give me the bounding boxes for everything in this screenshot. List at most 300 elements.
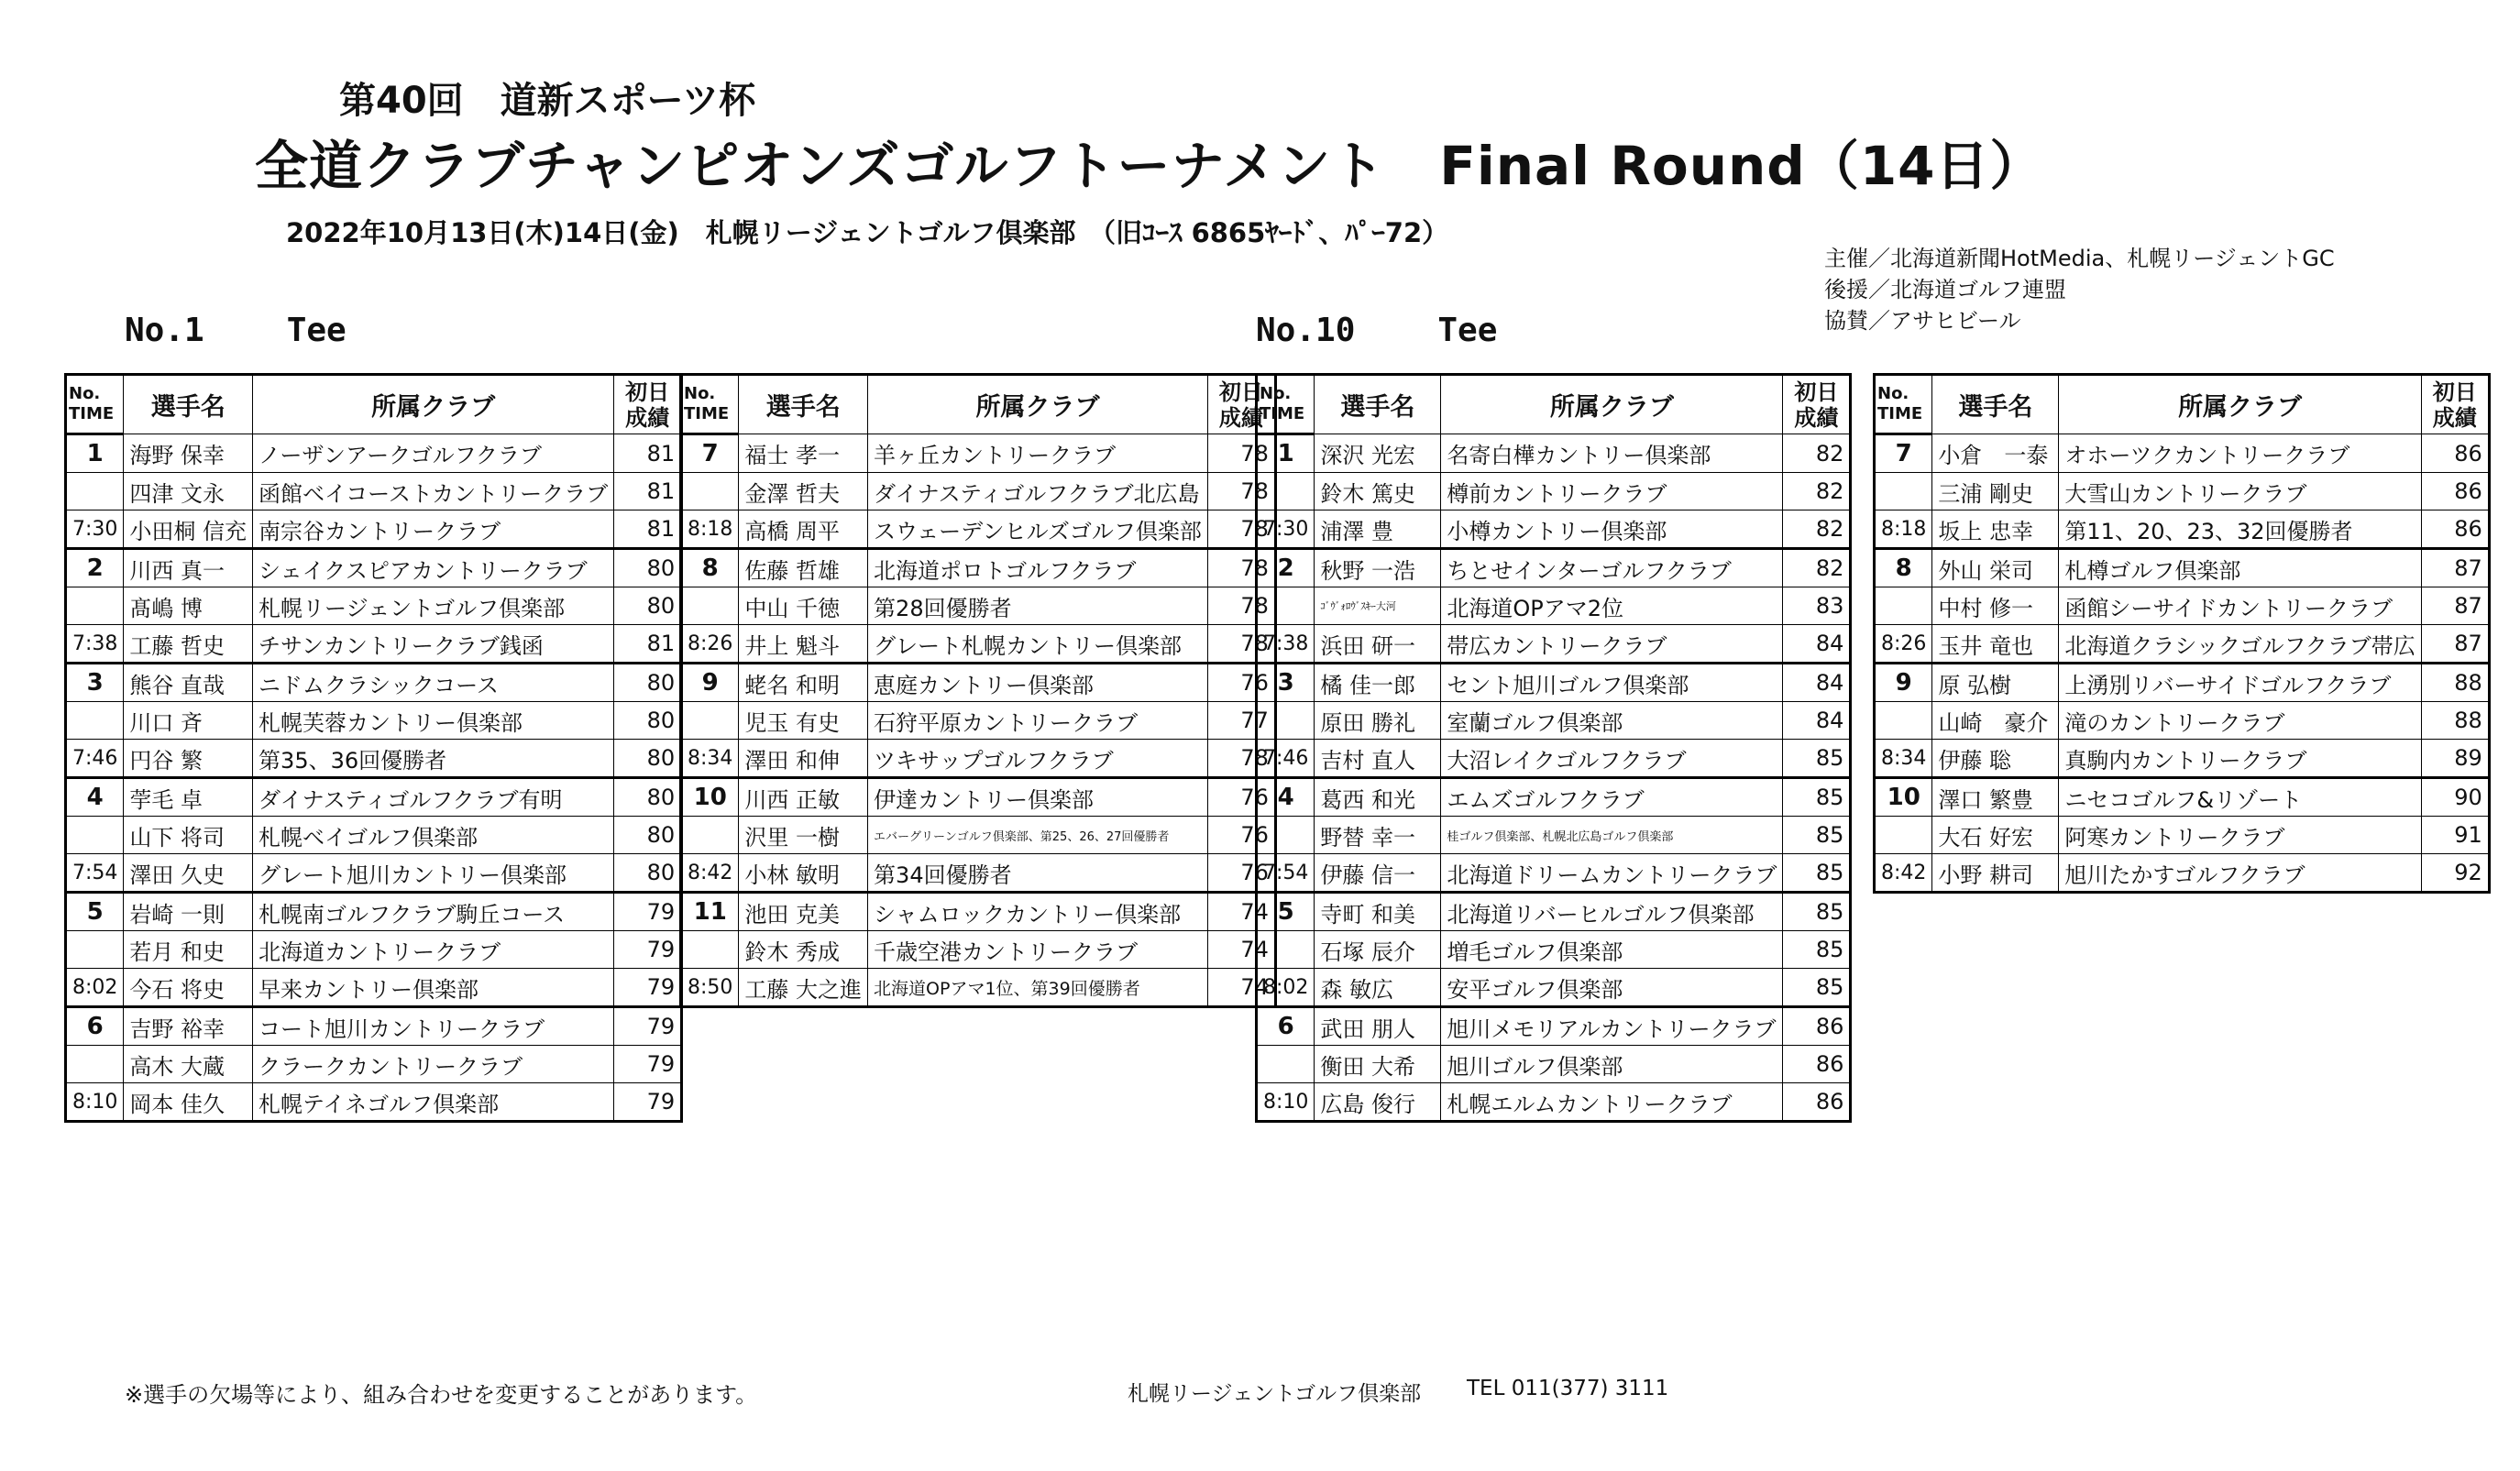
tee-label: Tee (1437, 312, 1498, 349)
group-cell (1257, 1046, 1315, 1083)
player-row (66, 740, 682, 778)
player-club: 旭川メモリアルカントリークラブ (1441, 1007, 1783, 1046)
tee-time: 7:38 (1257, 625, 1315, 664)
player-club: 北海道OPアマ2位 (1441, 587, 1783, 625)
first-day-score: 85 (1783, 854, 1851, 893)
group-cell (1257, 587, 1315, 625)
first-day-score: 74 (1207, 931, 1275, 969)
player-club: 第28回優勝者 (868, 587, 1208, 625)
player-row (66, 587, 682, 625)
col-club: 所属クラブ (1441, 375, 1783, 434)
col-first-day-score: 初日 成績 (1207, 375, 1275, 434)
first-day-score: 78 (1207, 434, 1275, 473)
group-cell (1257, 473, 1315, 510)
player-row (681, 510, 1276, 549)
first-day-score: 84 (1783, 625, 1851, 664)
first-day-score: 78 (1207, 587, 1275, 625)
group-number: 10 (1875, 778, 1932, 817)
player-name: 熊谷 直哉 (124, 664, 253, 702)
player-row (1875, 664, 2490, 702)
player-club: ちとせインターゴルフクラブ (1441, 549, 1783, 587)
player-club: 札幌芙蓉カントリー倶楽部 (253, 702, 614, 740)
player-club: 恵庭カントリー倶楽部 (868, 664, 1208, 702)
player-name: 山下 将司 (124, 817, 253, 854)
group-cell (1875, 702, 1932, 740)
player-row (681, 664, 1276, 702)
player-name: 鈴木 篤史 (1315, 473, 1441, 510)
player-club: 安平ゴルフ倶楽部 (1441, 969, 1783, 1007)
player-row (66, 434, 682, 473)
player-club: 南宗谷カントリークラブ (253, 510, 614, 549)
group-cell (681, 473, 739, 510)
player-name: 森 敏広 (1315, 969, 1441, 1007)
player-club: 小樽カントリー倶楽部 (1441, 510, 1783, 549)
first-day-score: 90 (2421, 778, 2489, 817)
player-name: 工藤 大之進 (739, 969, 868, 1007)
group-cell (66, 817, 124, 854)
group-number: 10 (681, 778, 739, 817)
first-day-score: 91 (2421, 817, 2489, 854)
group-number: 6 (66, 1007, 124, 1046)
player-name: 坂上 忠幸 (1932, 510, 2059, 549)
player-club: 札幌テイネゴルフ倶楽部 (253, 1083, 614, 1122)
first-day-score: 76 (1207, 854, 1275, 893)
first-day-score: 81 (614, 473, 682, 510)
player-name: 井上 魁斗 (739, 625, 868, 664)
group-cell (1875, 587, 1932, 625)
first-day-score: 85 (1783, 893, 1851, 931)
first-day-score: 92 (2421, 854, 2489, 893)
player-club: 阿寒カントリークラブ (2059, 817, 2421, 854)
player-row (1875, 434, 2490, 473)
player-club: エバーグリーンゴルフ倶楽部、第25、26、27回優勝者 (868, 817, 1208, 854)
player-name: 小倉 一泰 (1932, 434, 2059, 473)
player-row (1257, 434, 1851, 473)
player-row (1875, 625, 2490, 664)
player-row (66, 702, 682, 740)
player-row (681, 625, 1276, 664)
first-day-score: 76 (1207, 778, 1275, 817)
group-cell (1257, 702, 1315, 740)
group-cell (681, 587, 739, 625)
player-club: グレート旭川カントリー倶楽部 (253, 854, 614, 893)
player-row (1257, 854, 1851, 893)
player-club: 北海道ドリームカントリークラブ (1441, 854, 1783, 893)
player-name: 金澤 哲夫 (739, 473, 868, 510)
player-row (66, 817, 682, 854)
player-club: 大沼レイクゴルフクラブ (1441, 740, 1783, 778)
player-club: 札幌ベイゴルフ倶楽部 (253, 817, 614, 854)
first-day-score: 86 (1783, 1046, 1851, 1083)
player-name: 広島 俊行 (1315, 1083, 1441, 1122)
player-name: 原 弘樹 (1932, 664, 2059, 702)
player-row (681, 549, 1276, 587)
tee-label: Tee (286, 312, 347, 349)
group-number: 7 (681, 434, 739, 473)
first-day-score: 78 (1207, 510, 1275, 549)
tee-time: 8:02 (66, 969, 124, 1007)
player-row (1257, 587, 1851, 625)
player-name: 伊藤 信一 (1315, 854, 1441, 893)
pairings-table (1255, 373, 1852, 1123)
player-name: 澤田 和伸 (739, 740, 868, 778)
first-day-score: 80 (614, 854, 682, 893)
player-name: 伊藤 聡 (1932, 740, 2059, 778)
event-subtitle: 第40回 道新スポーツ杯 (339, 80, 756, 122)
player-club: ノーザンアークゴルフクラブ (253, 434, 614, 473)
player-name: 中山 千徳 (739, 587, 868, 625)
player-name: 秋野 一浩 (1315, 549, 1441, 587)
player-name: 葛西 和光 (1315, 778, 1441, 817)
player-club: ニセコゴルフ&リゾート (2059, 778, 2421, 817)
footer-tel: TEL 011(377) 3111 (1467, 1377, 1669, 1400)
player-name: 玉井 竜也 (1932, 625, 2059, 664)
first-day-score: 78 (1207, 473, 1275, 510)
first-day-score: 74 (1207, 969, 1275, 1007)
player-name: 寺町 和美 (1315, 893, 1441, 931)
first-day-score: 78 (1207, 549, 1275, 587)
tee-time: 8:18 (681, 510, 739, 549)
first-day-score: 88 (2421, 702, 2489, 740)
first-day-score: 86 (2421, 434, 2489, 473)
group-number: 11 (681, 893, 739, 931)
tee-time: 8:10 (66, 1083, 124, 1122)
player-row (681, 969, 1276, 1007)
first-day-score: 84 (1783, 664, 1851, 702)
col-first-day-score: 初日 成績 (2421, 375, 2489, 434)
player-row (1257, 1007, 1851, 1046)
player-club: セント旭川ゴルフ倶楽部 (1441, 664, 1783, 702)
tee-time: 8:42 (681, 854, 739, 893)
player-club: エムズゴルフクラブ (1441, 778, 1783, 817)
event-date-venue: 2022年10月13日(木)14日(金) 札幌リージェントゴルフ倶楽部 （旧ｺｰｽ 6865ﾔｰﾄﾞ、ﾊﾟｰ72） (286, 217, 1449, 248)
player-club: スウェーデンヒルズゴルフ倶楽部 (868, 510, 1208, 549)
tee-time: 8:18 (1875, 510, 1932, 549)
player-row (1257, 893, 1851, 931)
tee-time: 8:34 (1875, 740, 1932, 778)
group-number: 2 (1257, 549, 1315, 587)
player-row (1257, 510, 1851, 549)
player-club: シャムロックカントリー倶楽部 (868, 893, 1208, 931)
player-club: グレート札幌カントリー倶楽部 (868, 625, 1208, 664)
player-club: 北海道クラシックゴルフクラブ帯広 (2059, 625, 2421, 664)
player-name: 髙嶋 博 (124, 587, 253, 625)
first-day-score: 74 (1207, 893, 1275, 931)
player-row (1875, 854, 2490, 893)
col-player: 選手名 (124, 375, 253, 434)
pairings-table (1873, 373, 2491, 894)
player-club: 札幌リージェントゴルフ倶楽部 (253, 587, 614, 625)
first-day-score: 85 (1783, 931, 1851, 969)
player-club: 増毛ゴルフ倶楽部 (1441, 931, 1783, 969)
player-name: 石塚 辰介 (1315, 931, 1441, 969)
player-name: 円谷 繁 (124, 740, 253, 778)
player-club: 第11、20、23、32回優勝者 (2059, 510, 2421, 549)
player-name: 沢里 一樹 (739, 817, 868, 854)
player-club: コート旭川カントリークラブ (253, 1007, 614, 1046)
first-day-score: 85 (1783, 740, 1851, 778)
first-day-score: 79 (614, 931, 682, 969)
col-club: 所属クラブ (253, 375, 614, 434)
player-name: 小林 敏明 (739, 854, 868, 893)
first-day-score: 87 (2421, 587, 2489, 625)
player-row (1875, 473, 2490, 510)
player-name: 海野 保幸 (124, 434, 253, 473)
tee-time: 7:46 (66, 740, 124, 778)
col-no-time: No. TIME (681, 375, 739, 434)
sponsor-cosponsor: 協賛／アサヒビール (1824, 308, 2021, 334)
first-day-score: 87 (2421, 549, 2489, 587)
player-club: ツキサップゴルフクラブ (868, 740, 1208, 778)
event-title: 全道クラブチャンピオンズゴルフトーナメント Final Round（14日） (255, 135, 2044, 197)
player-row (1875, 510, 2490, 549)
player-name: 川西 真一 (124, 549, 253, 587)
col-no-time: No. TIME (66, 375, 124, 434)
player-row (681, 473, 1276, 510)
group-number: 8 (1875, 549, 1932, 587)
first-day-score: 88 (2421, 664, 2489, 702)
player-club: 北海道リバーヒルゴルフ倶楽部 (1441, 893, 1783, 931)
player-row (681, 854, 1276, 893)
player-club: 第34回優勝者 (868, 854, 1208, 893)
group-number: 4 (1257, 778, 1315, 817)
player-row (1257, 702, 1851, 740)
tee-time: 8:02 (1257, 969, 1315, 1007)
tee-time: 7:38 (66, 625, 124, 664)
player-row (66, 969, 682, 1007)
player-club: 北海道OPアマ1位、第39回優勝者 (868, 969, 1208, 1007)
col-club: 所属クラブ (868, 375, 1208, 434)
group-cell (66, 702, 124, 740)
first-day-score: 80 (614, 549, 682, 587)
sponsor-support: 後援／北海道ゴルフ連盟 (1824, 277, 2066, 302)
first-day-score: 79 (614, 893, 682, 931)
first-day-score: 78 (1207, 740, 1275, 778)
player-club: 旭川たかすゴルフクラブ (2059, 854, 2421, 893)
pairings-table (679, 373, 1277, 1008)
player-row (1875, 702, 2490, 740)
player-row (66, 1046, 682, 1083)
player-name: 工藤 哲史 (124, 625, 253, 664)
player-row (66, 1083, 682, 1122)
group-cell (681, 931, 739, 969)
player-row (66, 473, 682, 510)
player-name: 川西 正敏 (739, 778, 868, 817)
player-name: 岡本 佳久 (124, 1083, 253, 1122)
group-cell (66, 473, 124, 510)
player-row (1875, 587, 2490, 625)
first-day-score: 79 (614, 1007, 682, 1046)
tee-number: No.10 (1256, 312, 1356, 349)
player-club: オホーツクカントリークラブ (2059, 434, 2421, 473)
player-name: 浦澤 豊 (1315, 510, 1441, 549)
player-club: 羊ヶ丘カントリークラブ (868, 434, 1208, 473)
player-row (66, 854, 682, 893)
player-club: 函館ベイコーストカントリークラブ (253, 473, 614, 510)
group-number: 8 (681, 549, 739, 587)
player-name: 池田 克美 (739, 893, 868, 931)
player-club: 桂ゴルフ倶楽部、札幌北広島ゴルフ倶楽部 (1441, 817, 1783, 854)
col-first-day-score: 初日 成績 (1783, 375, 1851, 434)
player-row (66, 510, 682, 549)
col-player: 選手名 (1932, 375, 2059, 434)
first-day-score: 82 (1783, 510, 1851, 549)
player-name: 高木 大蔵 (124, 1046, 253, 1083)
col-player: 選手名 (739, 375, 868, 434)
player-club: 北海道カントリークラブ (253, 931, 614, 969)
first-day-score: 85 (1783, 817, 1851, 854)
player-name: 若月 和史 (124, 931, 253, 969)
player-name: 川口 斉 (124, 702, 253, 740)
group-number: 3 (66, 664, 124, 702)
tee-time: 7:54 (66, 854, 124, 893)
player-name: 岩崎 一則 (124, 893, 253, 931)
tee-time: 7:30 (66, 510, 124, 549)
first-day-score: 80 (614, 817, 682, 854)
group-number: 9 (681, 664, 739, 702)
group-number: 3 (1257, 664, 1315, 702)
tee-time: 8:34 (681, 740, 739, 778)
player-name: 児玉 有史 (739, 702, 868, 740)
player-name: 今石 将史 (124, 969, 253, 1007)
player-club: 伊達カントリー倶楽部 (868, 778, 1208, 817)
player-club: クラークカントリークラブ (253, 1046, 614, 1083)
tee-time: 8:26 (1875, 625, 1932, 664)
player-row (681, 587, 1276, 625)
player-name: 小田桐 信充 (124, 510, 253, 549)
player-name: 蛯名 和明 (739, 664, 868, 702)
player-name: 澤田 久史 (124, 854, 253, 893)
first-day-score: 79 (614, 1083, 682, 1122)
player-name: 衡田 大希 (1315, 1046, 1441, 1083)
player-row (1257, 817, 1851, 854)
player-name: 大石 好宏 (1932, 817, 2059, 854)
tee-time: 8:50 (681, 969, 739, 1007)
first-day-score: 80 (614, 587, 682, 625)
player-row (1875, 740, 2490, 778)
first-day-score: 80 (614, 702, 682, 740)
player-row (681, 740, 1276, 778)
player-club: 真駒内カントリークラブ (2059, 740, 2421, 778)
tee-heading-10 (1256, 312, 1497, 349)
player-row (1257, 778, 1851, 817)
group-number: 4 (66, 778, 124, 817)
player-name: 浜田 研一 (1315, 625, 1441, 664)
col-club: 所属クラブ (2059, 375, 2421, 434)
player-club: 函館シーサイドカントリークラブ (2059, 587, 2421, 625)
player-row (681, 434, 1276, 473)
tee-time: 7:30 (1257, 510, 1315, 549)
first-day-score: 76 (1207, 817, 1275, 854)
player-row (66, 664, 682, 702)
group-cell (681, 817, 739, 854)
player-row (681, 778, 1276, 817)
player-name: 外山 栄司 (1932, 549, 2059, 587)
player-row (1875, 817, 2490, 854)
first-day-score: 85 (1783, 778, 1851, 817)
group-cell (1257, 817, 1315, 854)
player-name: 吉村 直人 (1315, 740, 1441, 778)
player-club: 帯広カントリークラブ (1441, 625, 1783, 664)
first-day-score: 81 (614, 625, 682, 664)
tee-time: 7:54 (1257, 854, 1315, 893)
first-day-score: 84 (1783, 702, 1851, 740)
col-no-time: No. TIME (1875, 375, 1932, 434)
group-number: 5 (66, 893, 124, 931)
first-day-score: 82 (1783, 549, 1851, 587)
player-club: 札樽ゴルフ倶楽部 (2059, 549, 2421, 587)
player-row (1875, 549, 2490, 587)
player-club: チサンカントリークラブ銭函 (253, 625, 614, 664)
player-row (1257, 1046, 1851, 1083)
player-club: 室蘭ゴルフ倶楽部 (1441, 702, 1783, 740)
player-club: 北海道ポロトゴルフクラブ (868, 549, 1208, 587)
player-club: 第35、36回優勝者 (253, 740, 614, 778)
player-row (66, 931, 682, 969)
first-day-score: 86 (2421, 473, 2489, 510)
player-club: 早来カントリー倶楽部 (253, 969, 614, 1007)
player-club: 上湧別リバーサイドゴルフクラブ (2059, 664, 2421, 702)
player-row (66, 549, 682, 587)
first-day-score: 86 (1783, 1083, 1851, 1122)
first-day-score: 81 (614, 510, 682, 549)
first-day-score: 83 (1783, 587, 1851, 625)
player-row (1257, 549, 1851, 587)
player-club: 石狩平原カントリークラブ (868, 702, 1208, 740)
player-club: ダイナスティゴルフクラブ北広島 (868, 473, 1208, 510)
player-name: 吉野 裕幸 (124, 1007, 253, 1046)
group-number: 9 (1875, 664, 1932, 702)
player-club: ダイナスティゴルフクラブ有明 (253, 778, 614, 817)
player-name: 四津 文永 (124, 473, 253, 510)
player-name: 澤口 繁豊 (1932, 778, 2059, 817)
player-club: 札幌南ゴルフクラブ駒丘コース (253, 893, 614, 931)
col-player: 選手名 (1315, 375, 1441, 434)
player-name: 小野 耕司 (1932, 854, 2059, 893)
first-day-score: 82 (1783, 434, 1851, 473)
first-day-score: 77 (1207, 702, 1275, 740)
col-first-day-score: 初日 成績 (614, 375, 682, 434)
first-day-score: 86 (2421, 510, 2489, 549)
group-cell (66, 1046, 124, 1083)
first-day-score: 82 (1783, 473, 1851, 510)
first-day-score: 89 (2421, 740, 2489, 778)
player-name: 福士 孝一 (739, 434, 868, 473)
col-no-time: No. TIME (1257, 375, 1315, 434)
tee-time: 7:46 (1257, 740, 1315, 778)
player-name: 佐藤 哲雄 (739, 549, 868, 587)
player-club: 千歳空港カントリークラブ (868, 931, 1208, 969)
tee-time: 8:26 (681, 625, 739, 664)
group-number: 5 (1257, 893, 1315, 931)
group-number: 7 (1875, 434, 1932, 473)
player-name: 中村 修一 (1932, 587, 2059, 625)
player-row (66, 893, 682, 931)
player-row (681, 931, 1276, 969)
tee-number: No.1 (125, 312, 204, 349)
group-number: 1 (66, 434, 124, 473)
first-day-score: 79 (614, 1046, 682, 1083)
player-row (66, 778, 682, 817)
group-number: 6 (1257, 1007, 1315, 1046)
player-row (1257, 969, 1851, 1007)
first-day-score: 76 (1207, 664, 1275, 702)
player-row (66, 1007, 682, 1046)
player-name: ｺﾞｳﾞｫﾛｳﾞｽｷｰ大河 (1315, 587, 1441, 625)
player-row (681, 702, 1276, 740)
first-day-score: 80 (614, 778, 682, 817)
first-day-score: 80 (614, 740, 682, 778)
